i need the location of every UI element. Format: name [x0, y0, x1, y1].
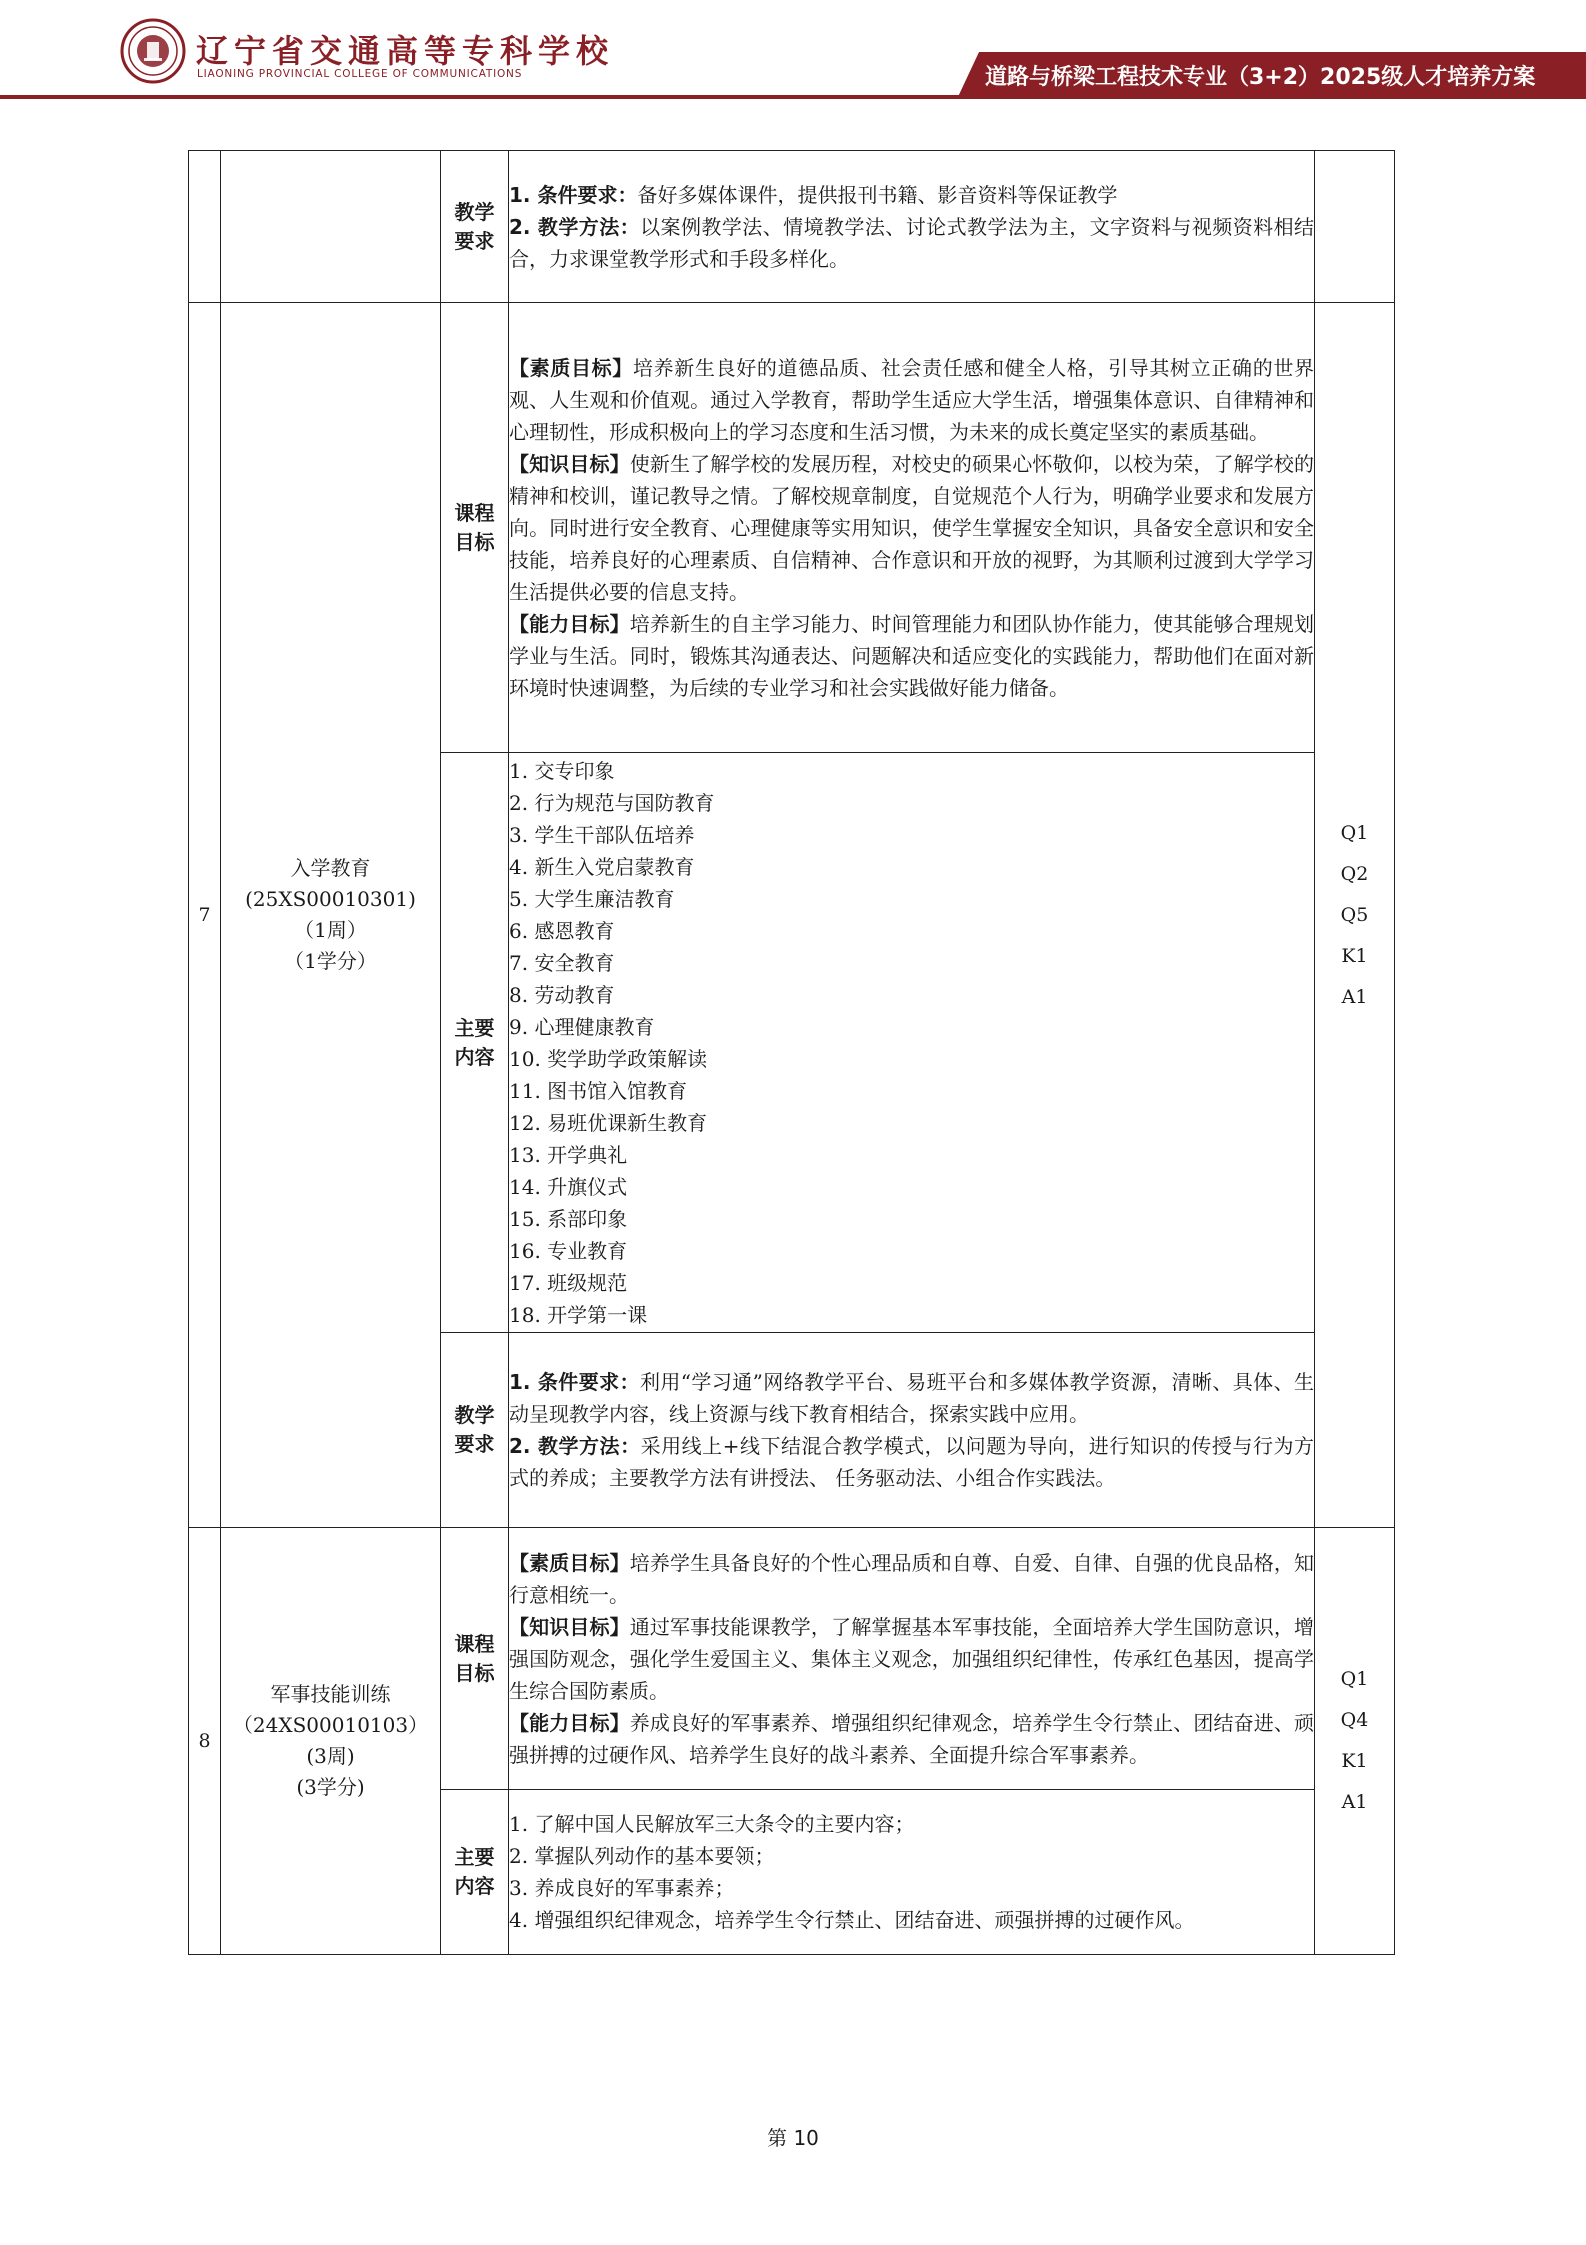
codes-cell [1315, 151, 1395, 303]
document-title: 道路与桥梁工程技术专业（3+2）2025级人才培养方案 [985, 65, 1536, 90]
page-number: 第 10 [767, 2126, 819, 2150]
course-duration: （1周） [294, 918, 367, 942]
course-code: (25XS00010301) [245, 887, 416, 911]
row-number-cell [189, 151, 221, 303]
school-name-cn: 辽宁省交通高等专科学校 [196, 32, 615, 70]
table-row [189, 303, 1395, 753]
school-name-en: LIAONING PROVINCIAL COLLEGE OF COMMUNICATIONS [197, 68, 523, 80]
main-content-list [509, 753, 1315, 1333]
table-row [189, 151, 1395, 303]
teaching-requirements-label: 教学 要求 [441, 151, 509, 303]
list-item: 17. 班级规范 [509, 1270, 628, 1295]
curriculum-table [188, 150, 1395, 1955]
course-code: （24XS00010103） [232, 1713, 429, 1737]
header-divider [0, 95, 1586, 99]
competency-codes: Q1 Q4 K1 A1 [1315, 1528, 1395, 1955]
list-item: 10. 奖学助学政策解读 [509, 1046, 708, 1071]
list-item: 8. 劳动教育 [509, 982, 615, 1007]
page-header [0, 0, 1586, 100]
main-content-label: 主要 内容 [441, 753, 509, 1333]
list-item: 2. 掌握队列动作的基本要领； [509, 1844, 775, 1868]
course-goals-label: 课程 目标 [441, 1528, 509, 1790]
list-item: 1. 了解中国人民解放军三大条令的主要内容； [509, 1812, 915, 1836]
teaching-requirements-label: 教学 要求 [441, 1333, 509, 1528]
course-name: 入学教育 [290, 856, 371, 880]
school-seal-logo [120, 18, 186, 84]
course-credits: （1学分） [284, 949, 377, 973]
competency-codes: Q1 Q2 Q5 K1 A1 [1315, 303, 1395, 1528]
list-item: 9. 心理健康教育 [509, 1014, 655, 1039]
list-item: 16. 专业教育 [509, 1238, 628, 1263]
course-info [221, 303, 441, 1528]
course-duration: (3周) [306, 1744, 355, 1768]
list-item: 2. 行为规范与国防教育 [509, 790, 715, 815]
list-item: 4. 增强组织纪律观念，培养学生令行禁止、团结奋进、顽强拼搏的过硬作风。 [509, 1908, 1195, 1932]
list-item: 5. 大学生廉洁教育 [509, 886, 675, 911]
list-item: 6. 感恩教育 [509, 918, 615, 943]
list-item: 3. 学生干部队伍培养 [509, 822, 695, 847]
table-row [189, 1528, 1395, 1790]
course-cell [221, 151, 441, 303]
row-number: 7 [189, 303, 221, 1528]
list-item: 7. 安全教育 [509, 950, 615, 975]
list-item: 15. 系部印象 [509, 1206, 628, 1231]
list-item: 11. 图书馆入馆教育 [509, 1078, 688, 1103]
list-item: 1. 交专印象 [509, 758, 615, 783]
course-goals-content: 【素质目标】培养学生具备良好的个性心理品质和自尊、自爱、自律、自强的优良品格，知行意相统一。 【知识目标】通过军事技能课教学，了解掌握基本军事技能，全面培养大学生国防意识，增强国防观念，强化学生爱国主义、集体主义观念，加强组织纪律性，传承红色基因，提高学生综合国防素质。 【能力目标】养成良好的军事素养、增强组织纪律观念，培养学生令行禁止、团结奋进、顽强拼搏的过硬作风、培养学生良好的战斗素养、全面提升综合军事素养。 [509, 1528, 1315, 1790]
teaching-requirements-content: 1. 条件要求：备好多媒体课件，提供报刊书籍、影音资料等保证教学 2. 教学方法：以案例教学法、情境教学法、讨论式教学法为主，文字资料与视频资料相结合，力求课堂教学形式和手段多样化。 [509, 151, 1315, 303]
list-item: 12. 易班优课新生教育 [509, 1110, 708, 1135]
teaching-requirements-content: 1. 条件要求：利用“学习通”网络教学平台、易班平台和多媒体教学资源，清晰、具体、生动呈现教学内容，线上资源与线下教育相结合，探索实践中应用。 2. 教学方法：采用线上+线下结混合教学模式，以问题为导向，进行知识的传授与行为方式的养成；主要教学方法有讲授法、 任务驱动法、小组合作实践法。 [509, 1333, 1315, 1528]
list-item: 3. 养成良好的军事素养； [509, 1876, 735, 1900]
course-goals-label: 课程 目标 [441, 303, 509, 753]
course-info [221, 1528, 441, 1955]
list-item: 4. 新生入党启蒙教育 [509, 854, 695, 879]
list-item: 13. 开学典礼 [509, 1142, 628, 1167]
course-goals-content: 【素质目标】培养新生良好的道德品质、社会责任感和健全人格，引导其树立正确的世界观、人生观和价值观。通过入学教育，帮助学生适应大学生活，增强集体意识、自律精神和心理韧性，形成积极向上的学习态度和生活习惯，为未来的成长奠定坚实的素质基础。 【知识目标】使新生了解学校的发展历程，对校史的硕果心怀敬仰，以校为荣，了解学校的精神和校训，谨记教导之情。了解校规章制度，自觉规范个人行为，明确学业要求和发展方向。同时进行安全教育、心理健康等实用知识，使学生掌握安全知识，具备安全意识和安全技能，培养良好的心理素质、自信精神、合作意识和开放的视野，为其顺利过渡到大学学习生活提供必要的信息支持。 【能力目标】培养新生的自主学习能力、时间管理能力和团队协作能力，使其能够合理规划学业与生活。同时，锻炼其沟通表达、问题解决和适应变化的实践能力，帮助他们在面对新环境时快速调整，为后续的专业学习和社会实践做好能力储备。 [509, 303, 1315, 753]
list-item: 18. 开学第一课 [509, 1302, 648, 1327]
row-number: 8 [189, 1528, 221, 1955]
course-name: 军事技能训练 [270, 1682, 391, 1706]
main-content-label: 主要 内容 [441, 1790, 509, 1955]
list-item: 14. 升旗仪式 [509, 1174, 628, 1199]
course-credits: (3学分) [296, 1775, 365, 1799]
main-content-list [509, 1790, 1315, 1955]
